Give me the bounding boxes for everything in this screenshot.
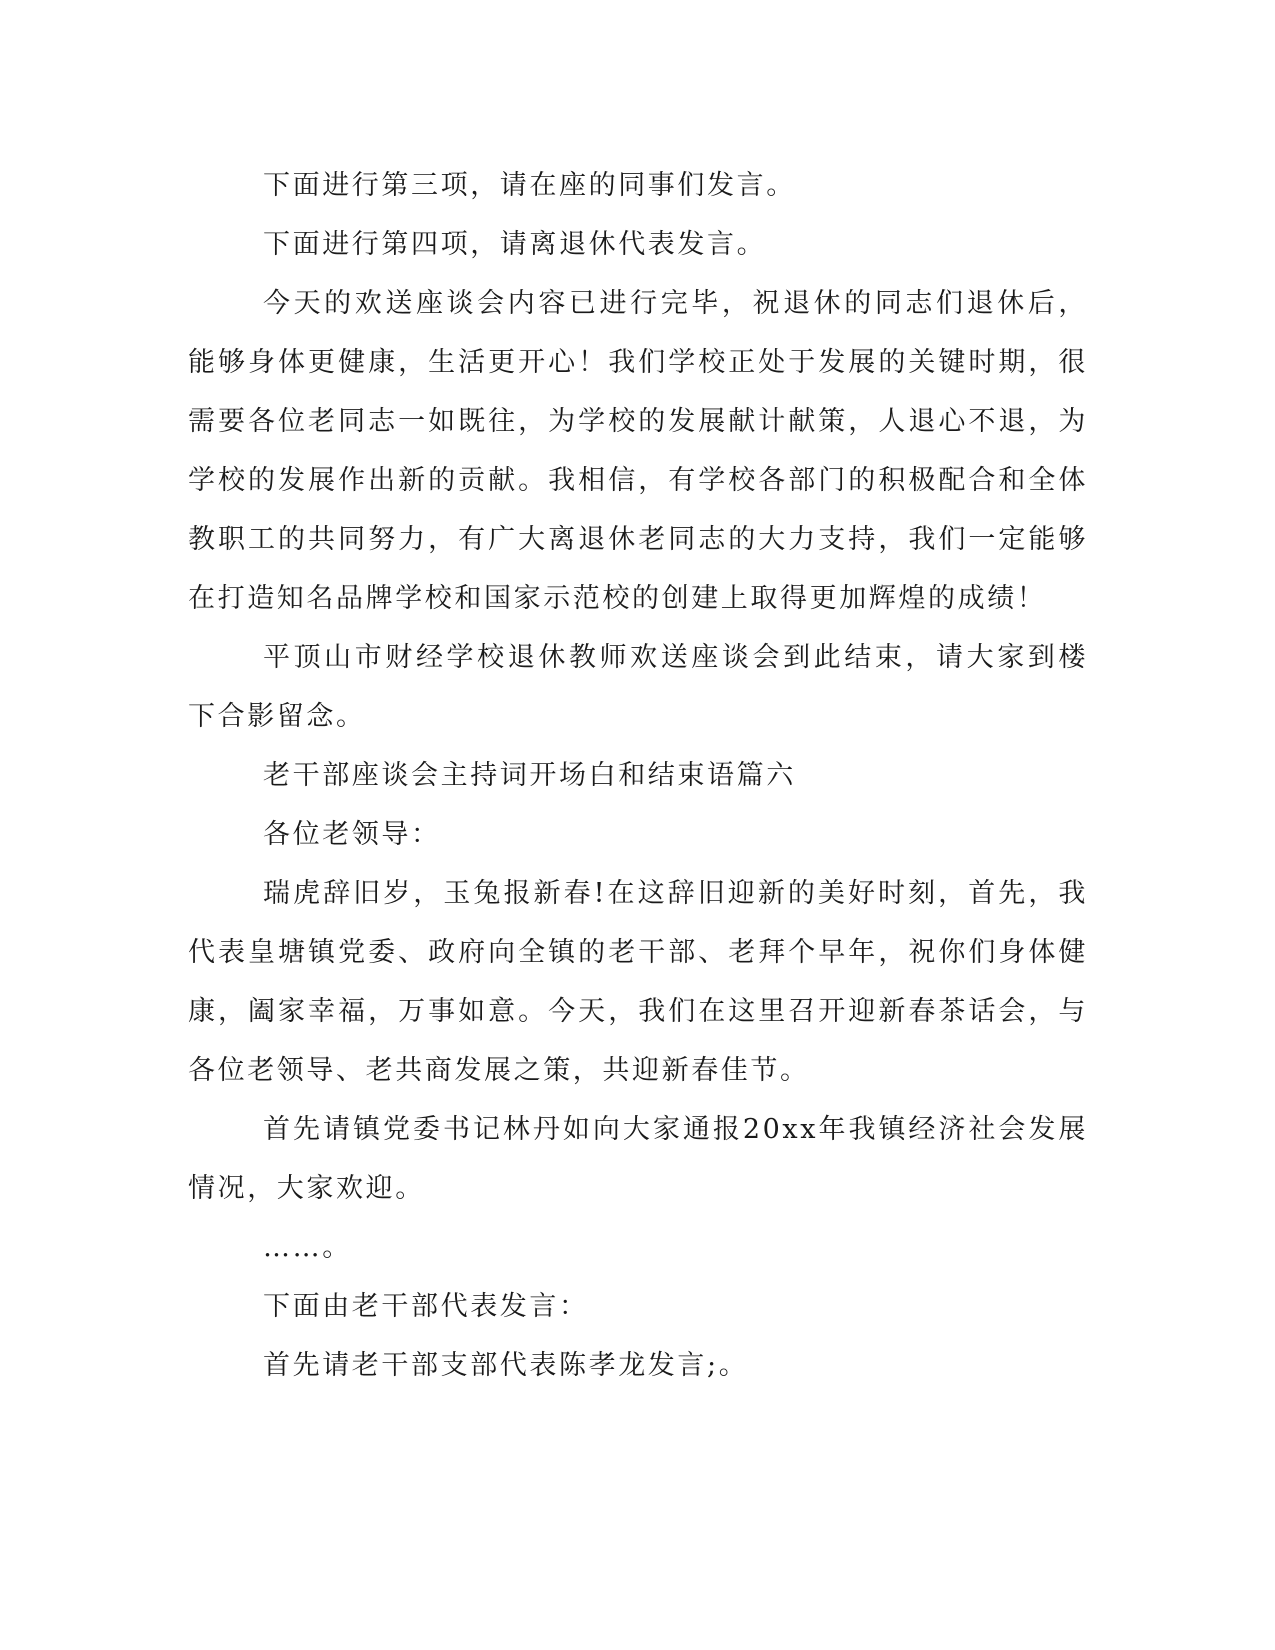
section-title: 老干部座谈会主持词开场白和结束语篇六 (263, 760, 796, 791)
paragraph-meeting-end: 平顶山市财经学校退休教师欢送座谈会到此结束，请大家到楼下合影留念。 (188, 642, 1088, 732)
paragraph-new-year-greeting: 瑞虎辞旧岁，玉兔报新春!在这辞旧迎新的美好时刻，首先，我代表皇塘镇党委、政府向全镇的老干部、老拜个早年，祝你们身体健康，阖家幸福，万事如意。今天，我们在这里召开迎新春茶话会，与各位老领导、老共商发展之策，共迎新春佳节。 (188, 878, 1088, 1086)
paragraph-first-speaker: 首先请老干部支部代表陈孝龙发言;。 (263, 1350, 749, 1381)
paragraph-item-4: 下面进行第四项，请离退休代表发言。 (263, 229, 767, 260)
document-body (188, 156, 1088, 1395)
paragraph-representatives-speak: 下面由老干部代表发言： (263, 1291, 589, 1322)
paragraph-closing-remarks: 今天的欢送座谈会内容已进行完毕，祝退休的同志们退休后，能够身体更健康，生活更开心！我们学校正处于发展的关键时期，很需要各位老同志一如既往，为学校的发展献计献策，人退心不退，为学校的发展作出新的贡献。我相信，有学校各部门的积极配合和全体教职工的共同努力，有广大离退休老同志的大力支持，我们一定能够在打造知名品牌学校和国家示范校的创建上取得更加辉煌的成绩！ (188, 288, 1088, 614)
paragraph-item-3: 下面进行第三项，请在座的同事们发言。 (263, 170, 796, 201)
paragraph-secretary-report: 首先请镇党委书记林丹如向大家通报20xx年我镇经济社会发展情况，大家欢迎。 (188, 1114, 1088, 1204)
paragraph-ellipsis: ……。 (263, 1232, 352, 1263)
salutation: 各位老领导： (263, 819, 441, 850)
